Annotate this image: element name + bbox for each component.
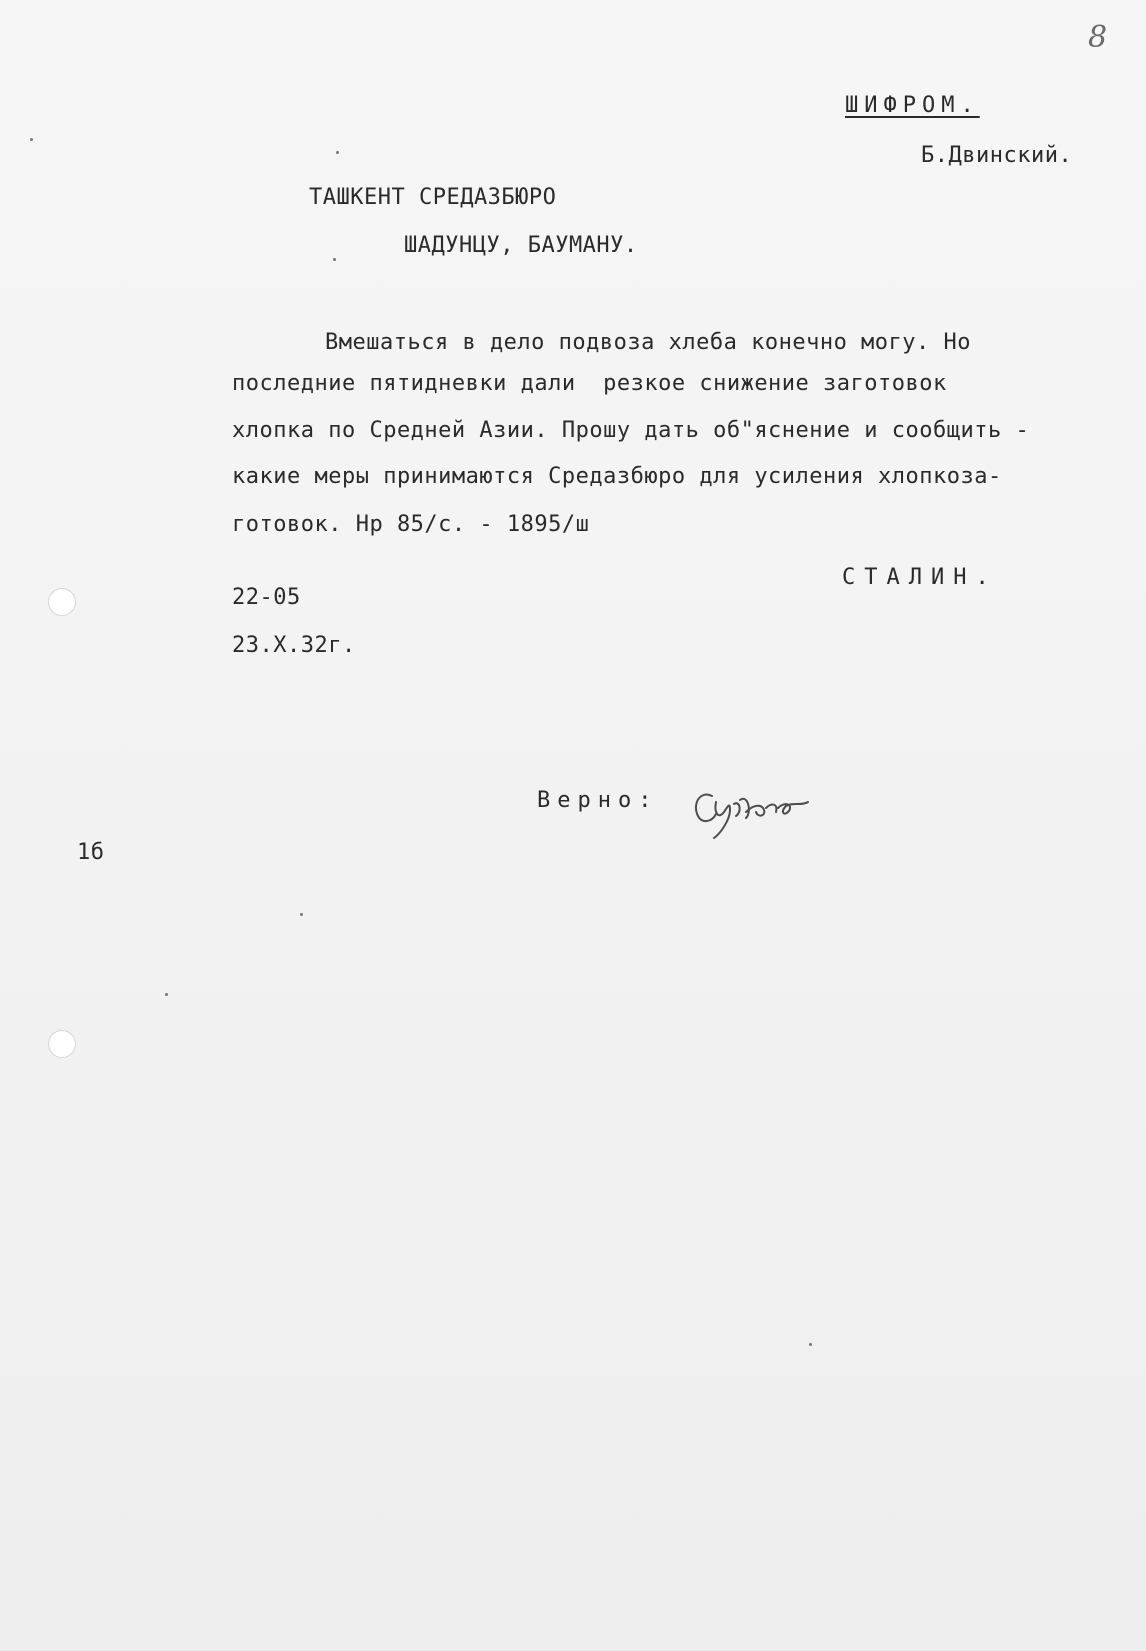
- body-line-3: хлопка по Средней Азии. Прошу дать об"яснение и сообщить -: [232, 418, 1030, 443]
- signatory-name: СТАЛИН.: [842, 565, 998, 590]
- address-line-1: ТАШКЕНТ СРЕДАЗБЮРО: [309, 185, 557, 210]
- paper-speck: [809, 1343, 812, 1346]
- body-line-5: готовок. Нр 85/с. - 1895/ш: [232, 512, 590, 537]
- punch-hole: [48, 588, 76, 616]
- paper-speck: [165, 993, 168, 996]
- paper-speck: [30, 138, 33, 141]
- body-line-2: последние пятидневки дали резкое снижение заготовок: [232, 371, 947, 396]
- telegram-number: 22-05: [232, 585, 301, 610]
- paper-speck: [336, 151, 339, 154]
- handwritten-signature: [690, 782, 840, 842]
- paper-speck: [333, 258, 336, 261]
- folio-number: 1б: [77, 840, 105, 865]
- body-line-1: Вмешаться в дело подвоза хлеба конечно могу. Но: [325, 330, 972, 355]
- certification-label: Верно:: [537, 788, 659, 813]
- archive-page-number: 8: [1088, 20, 1108, 55]
- body-line-4: какие меры принимаются Средазбюро для усиления хлопкоза-: [232, 464, 1002, 489]
- address-line-2: ШАДУНЦУ, БАУМАНУ.: [404, 233, 638, 258]
- punch-hole: [48, 1030, 76, 1058]
- cipher-label: ШИФРОМ.: [845, 93, 980, 118]
- sender-name: Б.Двинский.: [921, 143, 1073, 168]
- document-date: 23.Х.32г.: [232, 633, 356, 658]
- paper-speck: [300, 913, 303, 916]
